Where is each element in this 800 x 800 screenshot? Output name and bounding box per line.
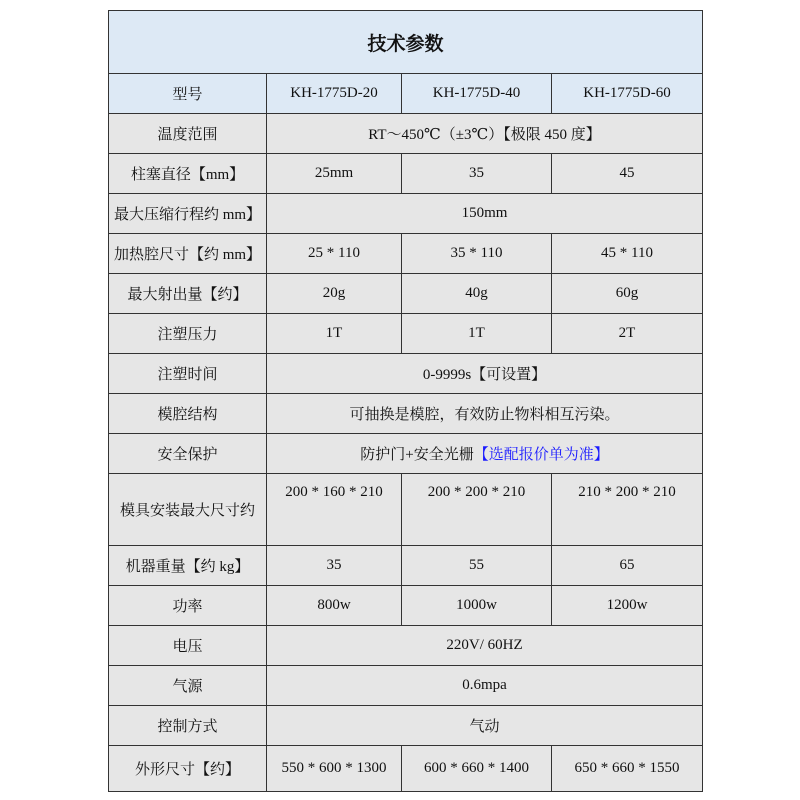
row-label: 最大射出量【约】 (109, 274, 267, 314)
table-row (109, 746, 703, 792)
row-value: 1T (267, 314, 402, 354)
table-row (109, 194, 703, 234)
table-row (109, 234, 703, 274)
row-label: 模腔结构 (109, 394, 267, 434)
header-model-label: 型号 (109, 74, 267, 114)
row-value (267, 194, 703, 234)
table-row (109, 434, 703, 474)
row-value (267, 626, 703, 666)
row-value: 2T (552, 314, 703, 354)
row-value: 1T (402, 314, 552, 354)
row-label: 温度范围 (109, 114, 267, 154)
row-label: 加热腔尺寸【约 mm】 (109, 234, 267, 274)
table-row (109, 706, 703, 746)
row-label: 柱塞直径【mm】 (109, 154, 267, 194)
value-text: 气动 (469, 719, 500, 735)
table-row (109, 274, 703, 314)
row-value: 210 * 200 * 210 (552, 474, 703, 546)
row-label: 安全保护 (109, 434, 267, 474)
row-label: 模具安装最大尺寸约 (109, 474, 267, 546)
row-value: 20g (267, 274, 402, 314)
row-value (267, 394, 703, 434)
table-row (109, 666, 703, 706)
row-label: 注塑时间 (109, 354, 267, 394)
table-row (109, 626, 703, 666)
row-value: 1200w (552, 586, 703, 626)
row-value: 35 (267, 546, 402, 586)
table-row (109, 586, 703, 626)
value-text: 220V/ 60HZ (446, 637, 523, 653)
row-value: 25mm (267, 154, 402, 194)
row-value: 40g (402, 274, 552, 314)
row-value: 45 (552, 154, 703, 194)
table-row (109, 546, 703, 586)
row-value (267, 706, 703, 746)
table-row (109, 114, 703, 154)
row-value: 550 * 600 * 1300 (267, 746, 402, 792)
header-model: KH-1775D-40 (402, 74, 552, 114)
row-value: 65 (552, 546, 703, 586)
row-value: 200 * 200 * 210 (402, 474, 552, 546)
row-label: 机器重量【约 kg】 (109, 546, 267, 586)
row-value: 60g (552, 274, 703, 314)
table-row (109, 354, 703, 394)
note-text: 【选配报价单为准】 (473, 447, 609, 463)
row-label: 电压 (109, 626, 267, 666)
row-label: 最大压缩行程约 mm】 (109, 194, 267, 234)
row-value (267, 434, 703, 474)
table-title: 技术参数 (109, 11, 703, 74)
row-label: 气源 (109, 666, 267, 706)
table-row (109, 154, 703, 194)
row-value: 35 (402, 154, 552, 194)
row-value: 600 * 660 * 1400 (402, 746, 552, 792)
row-label: 注塑压力 (109, 314, 267, 354)
row-value: 25 * 110 (267, 234, 402, 274)
table-row (109, 394, 703, 434)
value-text: RT～450℃（±3℃）【极限 450 度】 (368, 127, 601, 143)
row-value: 650 * 660 * 1550 (552, 746, 703, 792)
row-value: 45 * 110 (552, 234, 703, 274)
row-value: 35 * 110 (402, 234, 552, 274)
row-value: 800w (267, 586, 402, 626)
row-label: 外形尺寸【约】 (109, 746, 267, 792)
row-label: 功率 (109, 586, 267, 626)
header-model: KH-1775D-60 (552, 74, 703, 114)
value-text: 0.6mpa (462, 677, 507, 693)
row-value: 200 * 160 * 210 (267, 474, 402, 546)
row-value (267, 666, 703, 706)
value-text: 0-9999s【可设置】 (422, 367, 547, 383)
header-model: KH-1775D-20 (267, 74, 402, 114)
row-value (267, 354, 703, 394)
row-value (267, 114, 703, 154)
value-text: 150mm (461, 205, 508, 221)
row-label: 控制方式 (109, 706, 267, 746)
value-text: 可抽换是模腔，有效防止物料相互污染。 (349, 407, 620, 423)
spec-table (108, 10, 703, 792)
table-row (109, 314, 703, 354)
table-row (109, 474, 703, 546)
row-value: 55 (402, 546, 552, 586)
value-text: 防护门+安全光栅 (360, 447, 474, 463)
row-value: 1000w (402, 586, 552, 626)
